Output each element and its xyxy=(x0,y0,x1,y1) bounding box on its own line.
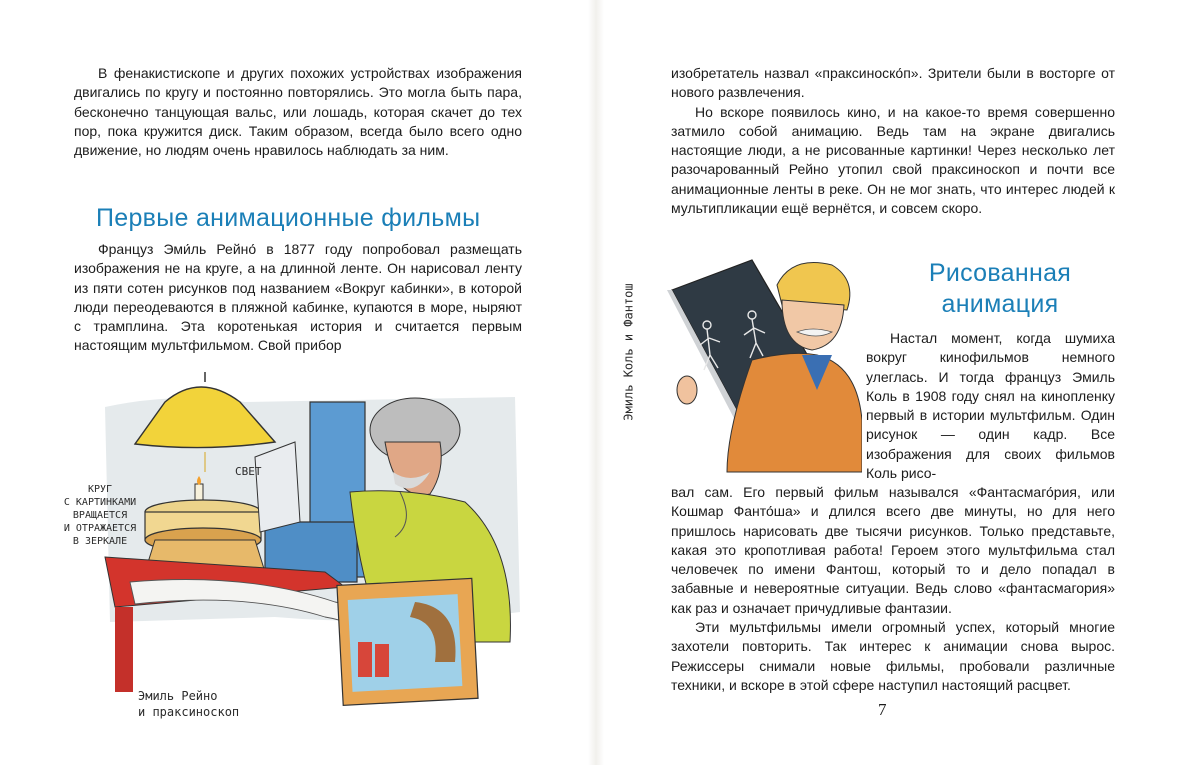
cohl-illustration xyxy=(632,250,862,475)
right-paragraph-1: изобретатель назвал «праксиноско́п». Зрители были в восторге от нового развлечения. xyxy=(671,65,1115,101)
right-paragraph-3b: вал сам. Его первый фильм назывался «Фантасмаго́рия, или Кошмар Фанто́ша» и длился всего две минуты, но для него пришлось нарисовать две тысячи рисунков. Только представьте, какая это кропотливая работа! Героем этого мультфильма стал человечек по имени Фантош, который то и дело попадал в забавные и невероятные ситуации. Ведь слово «фантасмагория» как раз и означает причудливые фантазии. xyxy=(671,484,1115,616)
right-paragraph-3a: Настал момент, когда шумиха вокруг кинофильмов немного улеглась. И тогда француз Эмиль Коль в 1908 году снял на кинопленку первый в истории мультфильм. Один рисунок — один кадр. Все изображения для своих фильмов Коль рисо- xyxy=(866,330,1115,482)
circle-label: КРУГ С КАРТИНКАМИ ВРАЩАЕТСЯ И ОТРАЖАЕТСЯ В ЗЕРКАЛЕ xyxy=(63,484,137,547)
left-intro-paragraph: В фенакистископе и других похожих устройствах изображения двигались по кругу и постоянно повторялись. Это могла быть пара, бесконечно танцующая вальс, или лошадь, которая скачет до тех пор, пока кружится диск. Таким образом, всегда было всего одно движение, но людям очень нравилось наблюдать за ним. xyxy=(74,65,522,159)
left-intro-column xyxy=(74,64,522,160)
right-top-column xyxy=(671,64,1115,218)
page-number: 7 xyxy=(878,700,887,719)
right-bottom-column xyxy=(671,483,1115,695)
reynaud-caption: Эмиль Рейно и праксиноскоп xyxy=(138,689,240,719)
praxinoscope-illustration xyxy=(95,372,525,717)
light-label: СВЕТ xyxy=(235,465,262,478)
page-gutter xyxy=(588,0,604,765)
cohl-caption: Эмиль Коль и Фантош xyxy=(621,283,636,421)
right-heading-line-2: анимация xyxy=(941,290,1059,318)
left-main-column xyxy=(74,240,522,356)
right-narrow-column xyxy=(866,329,1115,483)
left-page-heading: Первые анимационные фильмы xyxy=(96,204,481,232)
right-heading-line-1: Рисованная xyxy=(928,259,1072,287)
right-paragraph-2: Но вскоре появилось кино, и на какое-то время совершенно затмило собой анимацию. Ведь там на экране двигались настоящие люди, а не рисованные картинки! Через несколько лет разочарованный Рейно утопил свой праксиноскоп и почти все анимационные ленты в реке. Он не мог знать, что интерес людей к мультипликации ещё вернётся, и совсем скоро. xyxy=(671,103,1115,217)
left-main-paragraph: Француз Эми́ль Рейно́ в 1877 году попробовал размещать изображения не на круге, а на длинной ленте. Он нарисовал ленту из пяти сотен рисунков под названием «Вокруг кабинки», в которой люди переодеваются в пляжной кабинке, купаются в море, ныряют с трамплина. Эта коротенькая история и считается первым настоящим мультфильмом. Свой прибор xyxy=(74,241,522,354)
right-paragraph-4: Эти мультфильмы имели огромный успех, который многие захотели повторить. Так интерес к анимации снова вырос. Режиссеры снимали новые фильмы, пробовали различные техники, и вскоре в этой сфере наступил настоящий расцвет. xyxy=(671,619,1115,693)
right-page-heading xyxy=(880,258,1120,320)
